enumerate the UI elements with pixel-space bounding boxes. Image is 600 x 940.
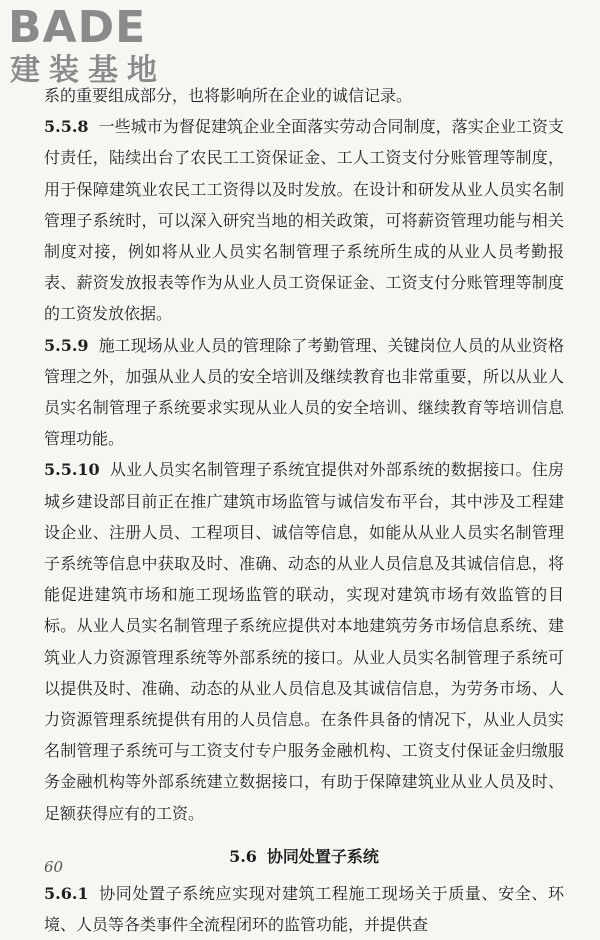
section-number: 5.5.9 [44,335,89,355]
section-text: 协同处置子系统应实现对建筑工程施工现场关于质量、安全、环境、人员等各类事件全流程闭环的监管功能，并提供查 [44,884,564,935]
page-number: 60 [44,858,64,876]
top-fragment: 系的重要组成部分，也将影响所在企业的诚信记录。 [44,86,413,105]
section-number: 5.5.8 [44,117,89,137]
bade-logo [8,4,178,88]
section-text: 施工现场从业人员的管理除了考勤管理、关键岗位人员的从业资格管理之外，加强从业人员的安全培训及继续教育也非常重要，所以从业人员实名制管理子系统要求实现从业人员的安全培训、继续教育等培训信息管理功能。 [44,335,564,449]
document-body [44,80,564,940]
section-heading-5-6 [44,841,564,872]
section-5-5-8 [44,111,564,329]
section-text: 一些城市为督促建筑企业全面落实劳动合同制度，落实企业工资支付责任，陆续出台了农民工工资保证金、工人工资支付分账管理等制度，用于保障建筑业农民工工资得以及时发放。在设计和研发从业人员实名制管理子系统时，可以深入研究当地的相关政策，可将薪资管理功能与相关制度对接，例如将从业人员实名制管理子系统所生成的从业人员考勤报表、薪资发放报表等作为从业人员工资保证金、工资支付分账管理等制度的工资发放依据。 [44,117,564,324]
logo-wordmark: BADE [8,2,147,53]
section-5-5-10 [44,454,564,828]
section-text: 从业人员实名制管理子系统宜提供对外部系统的数据接口。住房城乡建设部目前正在推广建筑市场监管与诚信发布平台，其中涉及工程建设企业、注册人员、工程项目、诚信等信息，如能从从业人员实名制管理子系统等信息中获取及时、准确、动态的从业人员信息及其诚信信息，将能促进建筑市场和施工现场监管的联动，实现对建筑市场有效监管的目标。从业人员实名制管理子系统应提供对本地建筑劳务市场信息系统、建筑业人力资源管理系统等外部系统的接口。从业人员实名制管理子系统可以提供及时、准确、动态的从业人员信息及其诚信信息，为劳务市场、人力资源管理系统提供有用的人员信息。在条件具备的情况下，从业人员实名制管理子系统可与工资支付专户服务金融机构、工资支付保证金归缴服务金融机构等外部系统建立数据接口，有助于保障建筑业从业人员及时、足额获得应有的工资。 [44,460,564,823]
heading-title: 协同处置子系统 [266,846,379,866]
section-number: 5.6.1 [44,884,89,904]
section-5-6-1 [44,878,564,940]
section-5-5-9 [44,330,564,455]
logo-subtitle: 建装基地 [10,53,166,88]
section-number: 5.5.10 [44,460,100,480]
heading-number: 5.6 [229,846,257,866]
